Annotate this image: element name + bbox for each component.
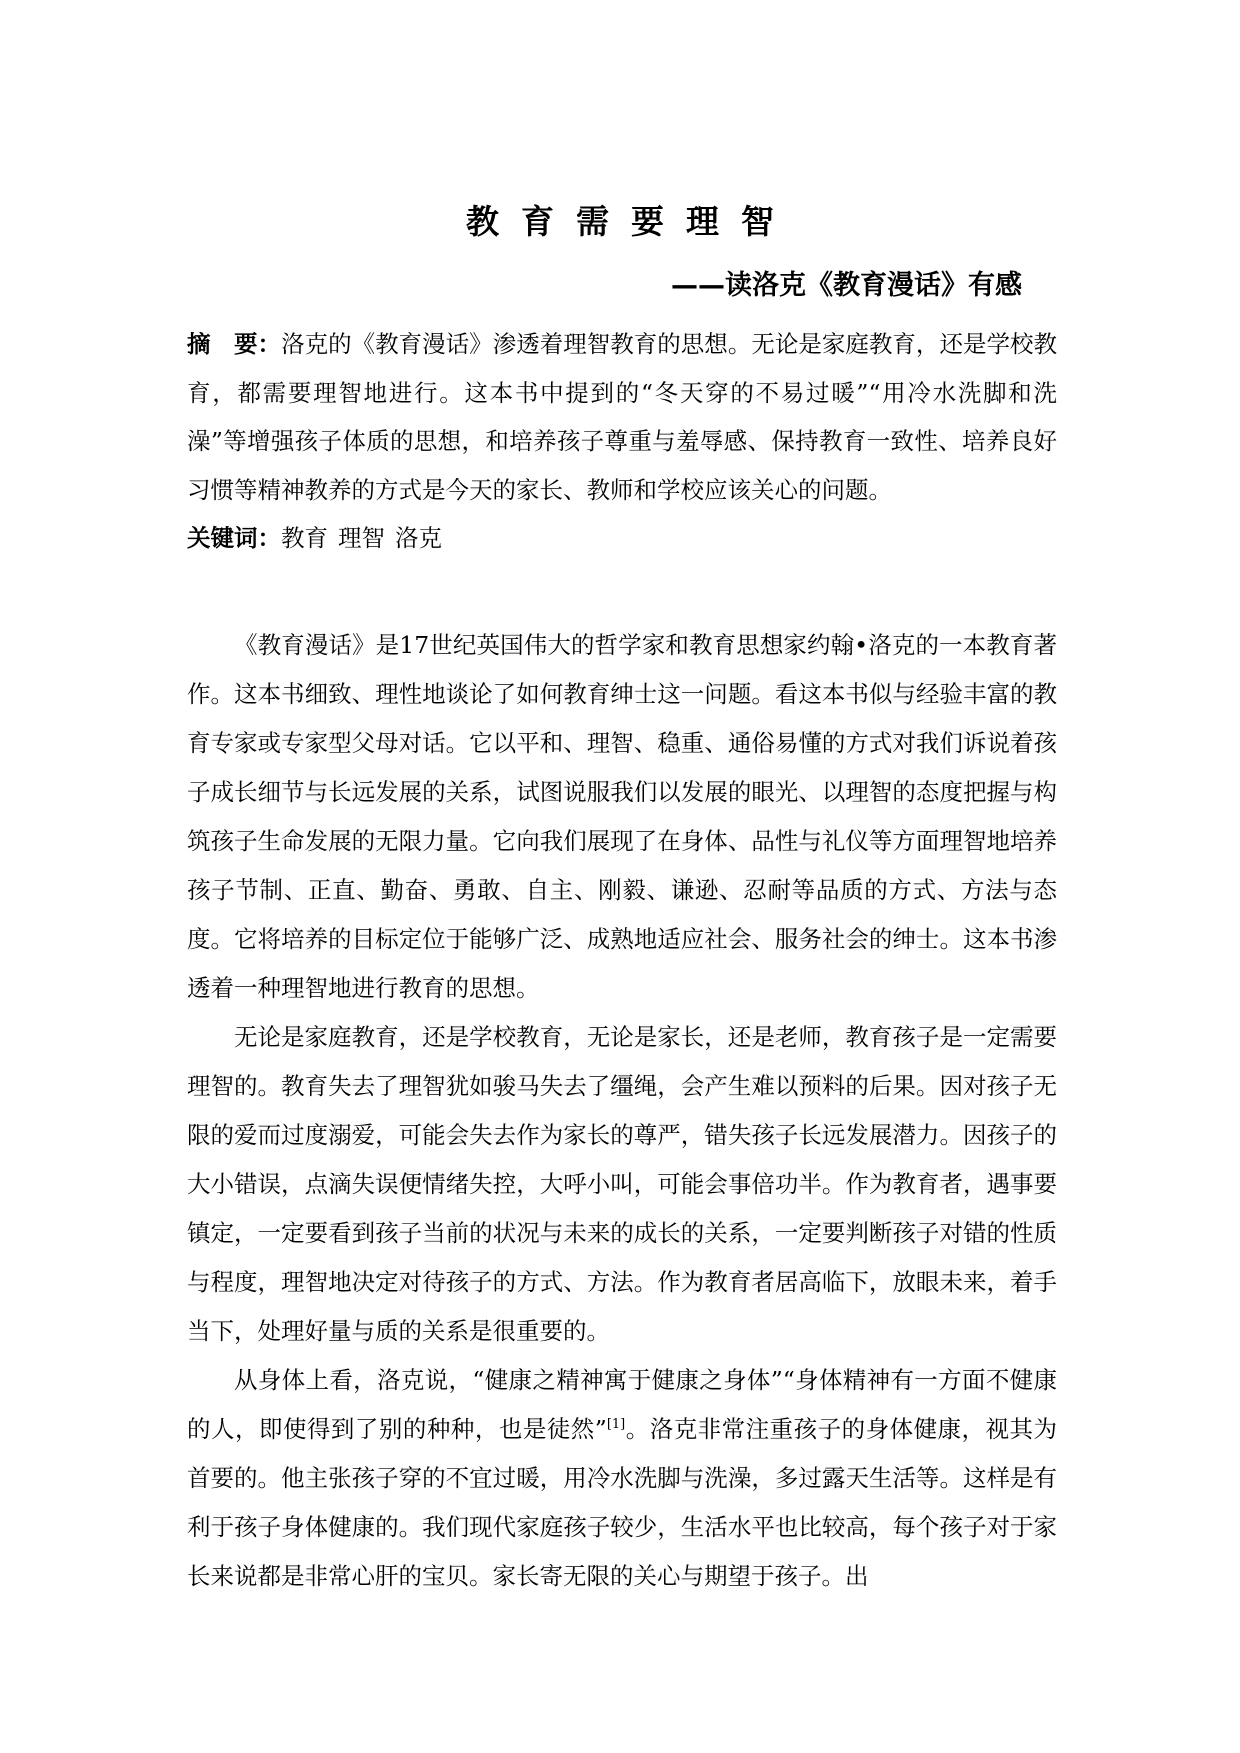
body-text [187,621,1057,1601]
body-paragraph: 无论是家庭教育，还是学校教育，无论是家长，还是老师，教育孩子是一定需要理智的。教育失去了理智犹如骏马失去了缰绳，会产生难以预料的后果。因对孩子无限的爱而过度溺爱，可能会失去作为家长的尊严，错失孩子长远发展潜力。因孩子的大小错误，点滴失误便情绪失控，大呼小叫，可能会事倍功半。作为教育者，遇事要镇定，一定要看到孩子当前的状况与未来的成长的关系，一定要判断孩子对错的性质与程度，理智地决定对待孩子的方式、方法。作为教育者居高临下，放眼未来，着手当下，处理好量与质的关系是很重要的。 [187,1022,1057,1345]
abstract-text: 洛克的《教育漫话》渗透着理智教育的思想。无论是家庭教育，还是学校教育，都需要理智地进行。这本书中提到的“冬天穿的不易过暖”“用冷水洗脚和洗澡”等增强孩子体质的思想，和培养孩子尊重与羞辱感、保持教育一致性、培养良好习惯等精神教养的方式是今天的家长、教师和学校应该关心的问题。 [187,330,1058,504]
keyword-item: 理智 [338,524,385,552]
keywords [187,514,1057,563]
body-paragraph: 《教育漫话》是17世纪英国伟大的哲学家和教育思想家约翰•洛克的一本教育著作。这本书细致、理性地谈论了如何教育绅士这一问题。看这本书似与经验丰富的教育专家或专家型父母对话。它以平和、理智、稳重、通俗易懂的方式对我们诉说着孩子成长细节与长远发展的关系，试图说服我们以发展的眼光、以理智的态度把握与构筑孩子生命发展的无限力量。它向我们展现了在身体、品性与礼仪等方面理智地培养孩子节制、正直、勤奋、勇敢、自主、刚毅、谦逊、忍耐等品质的方式、方法与态度。它将培养的目标定位于能够广泛、成熟地适应社会、服务社会的绅士。这本书渗透着一种理智地进行教育的思想。 [187,630,1057,1002]
keyword-item: 教育 [281,524,328,552]
document-title: 教育需要理智 [466,202,796,241]
keywords-label: 关键词： [187,524,281,552]
paragraph-text: 。洛克非常注重孩子的身体健康，视其为首要的。他主张孩子穿的不宜过暖，用冷水洗脚与洗澡，多过露天生活等。这样是有利于孩子身体健康的。我们现代家庭孩子较少，生活水平也比较高，每个孩子对于家长来说都是非常心肝的宝贝。家长寄无限的关心与期望于孩子。出 [187,1414,1058,1590]
citation-reference[interactable]: [1] [606,1416,626,1432]
abstract [187,320,1057,514]
paragraph-text: 从身体上看，洛克说，“健康之精神寓于健康之身体”“身体精神有一方面不健康的人，即使得到了别的种种，也是徒然” [187,1365,1057,1443]
keyword-item: 洛克 [395,524,442,552]
document-content [187,320,1057,1601]
document-subtitle: ——读洛克《教育漫话》有感 [671,270,1022,301]
abstract-label: 摘 要： [187,330,282,358]
body-paragraph [187,1356,1057,1601]
